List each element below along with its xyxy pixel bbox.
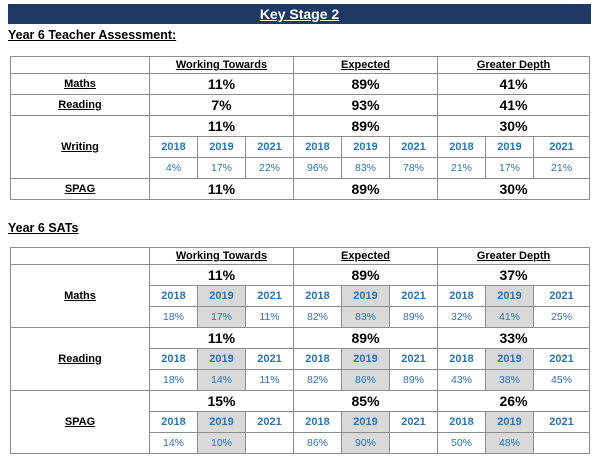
year-2021: 2021 bbox=[246, 412, 294, 433]
year-2018: 2018 bbox=[438, 349, 486, 370]
cell-value: 14% bbox=[150, 433, 198, 454]
banner-title: Key Stage 2 bbox=[8, 4, 591, 24]
ex-value: 89% bbox=[294, 116, 438, 137]
sats-corner bbox=[11, 248, 150, 265]
ta-row-spag bbox=[11, 179, 590, 200]
cell-value: 18% bbox=[150, 370, 198, 391]
ta-group-working-towards: Working Towards bbox=[150, 57, 294, 74]
cell-value: 21% bbox=[534, 158, 590, 179]
year-2019: 2019 bbox=[342, 286, 390, 307]
cell-value: 18% bbox=[150, 307, 198, 328]
row-label: Writing bbox=[11, 116, 150, 179]
year-2021: 2021 bbox=[534, 286, 590, 307]
cell-value: 83% bbox=[342, 307, 390, 328]
cell-value bbox=[534, 433, 590, 454]
year-2019: 2019 bbox=[486, 286, 534, 307]
ex-value: 89% bbox=[294, 265, 438, 286]
gd-value: 33% bbox=[438, 328, 590, 349]
cell-value: 89% bbox=[390, 370, 438, 391]
row-label: Maths bbox=[11, 74, 150, 95]
cell-value: 96% bbox=[294, 158, 342, 179]
sats-group-expected: Expected bbox=[294, 248, 438, 265]
year-2018: 2018 bbox=[438, 286, 486, 307]
row-label: SPAG bbox=[11, 179, 150, 200]
year-2019: 2019 bbox=[198, 137, 246, 158]
year-2021: 2021 bbox=[390, 349, 438, 370]
year-2021: 2021 bbox=[390, 286, 438, 307]
cell-value: 21% bbox=[438, 158, 486, 179]
cell-value: 17% bbox=[198, 158, 246, 179]
wt-value: 15% bbox=[150, 391, 294, 412]
cell-value: 22% bbox=[246, 158, 294, 179]
year-2018: 2018 bbox=[294, 349, 342, 370]
cell-value: 11% bbox=[246, 307, 294, 328]
row-label: Reading bbox=[11, 95, 150, 116]
year-2019: 2019 bbox=[198, 412, 246, 433]
sats-row-maths bbox=[11, 265, 590, 286]
gd-value: 41% bbox=[438, 74, 590, 95]
cell-value: 89% bbox=[390, 307, 438, 328]
year-2021: 2021 bbox=[534, 137, 590, 158]
year-2021: 2021 bbox=[246, 137, 294, 158]
ta-heading: Year 6 Teacher Assessment: bbox=[8, 28, 177, 42]
year-2018: 2018 bbox=[150, 286, 198, 307]
year-2019: 2019 bbox=[342, 349, 390, 370]
gd-value: 30% bbox=[438, 179, 590, 200]
wt-value: 11% bbox=[150, 265, 294, 286]
year-2021: 2021 bbox=[390, 137, 438, 158]
ex-value: 89% bbox=[294, 74, 438, 95]
gd-value: 30% bbox=[438, 116, 590, 137]
sats-group-greater-depth: Greater Depth bbox=[438, 248, 590, 265]
year-2018: 2018 bbox=[294, 137, 342, 158]
year-2019: 2019 bbox=[198, 349, 246, 370]
cell-value: 17% bbox=[486, 158, 534, 179]
gd-value: 41% bbox=[438, 95, 590, 116]
cell-value bbox=[390, 433, 438, 454]
year-2019: 2019 bbox=[198, 286, 246, 307]
ta-table bbox=[10, 56, 590, 200]
ex-value: 89% bbox=[294, 179, 438, 200]
year-2018: 2018 bbox=[294, 286, 342, 307]
cell-value: 86% bbox=[342, 370, 390, 391]
cell-value: 82% bbox=[294, 370, 342, 391]
ex-value: 85% bbox=[294, 391, 438, 412]
row-label: Reading bbox=[11, 328, 150, 391]
cell-value: 82% bbox=[294, 307, 342, 328]
year-2019: 2019 bbox=[486, 137, 534, 158]
wt-value: 11% bbox=[150, 74, 294, 95]
ta-corner bbox=[11, 57, 150, 74]
cell-value: 41% bbox=[486, 307, 534, 328]
year-2018: 2018 bbox=[438, 412, 486, 433]
sats-heading: Year 6 SATs bbox=[8, 221, 79, 235]
gd-value: 37% bbox=[438, 265, 590, 286]
cell-value: 78% bbox=[390, 158, 438, 179]
year-2019: 2019 bbox=[486, 349, 534, 370]
cell-value: 25% bbox=[534, 307, 590, 328]
year-2019: 2019 bbox=[342, 412, 390, 433]
cell-value bbox=[246, 433, 294, 454]
cell-value: 48% bbox=[486, 433, 534, 454]
cell-value: 86% bbox=[294, 433, 342, 454]
cell-value: 32% bbox=[438, 307, 486, 328]
cell-value: 11% bbox=[246, 370, 294, 391]
wt-value: 7% bbox=[150, 95, 294, 116]
year-2021: 2021 bbox=[534, 412, 590, 433]
sats-table bbox=[10, 247, 590, 454]
year-2018: 2018 bbox=[438, 137, 486, 158]
sats-group-working-towards: Working Towards bbox=[150, 248, 294, 265]
wt-value: 11% bbox=[150, 328, 294, 349]
cell-value: 17% bbox=[198, 307, 246, 328]
cell-value: 90% bbox=[342, 433, 390, 454]
cell-value: 83% bbox=[342, 158, 390, 179]
ta-row-maths bbox=[11, 74, 590, 95]
cell-value: 43% bbox=[438, 370, 486, 391]
cell-value: 14% bbox=[198, 370, 246, 391]
ex-value: 93% bbox=[294, 95, 438, 116]
wt-value: 11% bbox=[150, 179, 294, 200]
gd-value: 26% bbox=[438, 391, 590, 412]
year-2021: 2021 bbox=[534, 349, 590, 370]
year-2019: 2019 bbox=[486, 412, 534, 433]
year-2018: 2018 bbox=[150, 137, 198, 158]
ta-group-greater-depth: Greater Depth bbox=[438, 57, 590, 74]
sats-row-spag bbox=[11, 391, 590, 412]
ta-row-reading bbox=[11, 95, 590, 116]
row-label: Maths bbox=[11, 265, 150, 328]
year-2018: 2018 bbox=[294, 412, 342, 433]
ex-value: 89% bbox=[294, 328, 438, 349]
ta-row-writing bbox=[11, 116, 590, 137]
wt-value: 11% bbox=[150, 116, 294, 137]
cell-value: 38% bbox=[486, 370, 534, 391]
cell-value: 50% bbox=[438, 433, 486, 454]
year-2018: 2018 bbox=[150, 349, 198, 370]
year-2021: 2021 bbox=[246, 349, 294, 370]
year-2021: 2021 bbox=[246, 286, 294, 307]
year-2018: 2018 bbox=[150, 412, 198, 433]
cell-value: 45% bbox=[534, 370, 590, 391]
cell-value: 4% bbox=[150, 158, 198, 179]
row-label: SPAG bbox=[11, 391, 150, 454]
sats-row-reading bbox=[11, 328, 590, 349]
year-2019: 2019 bbox=[342, 137, 390, 158]
ta-group-expected: Expected bbox=[294, 57, 438, 74]
cell-value: 10% bbox=[198, 433, 246, 454]
year-2021: 2021 bbox=[390, 412, 438, 433]
